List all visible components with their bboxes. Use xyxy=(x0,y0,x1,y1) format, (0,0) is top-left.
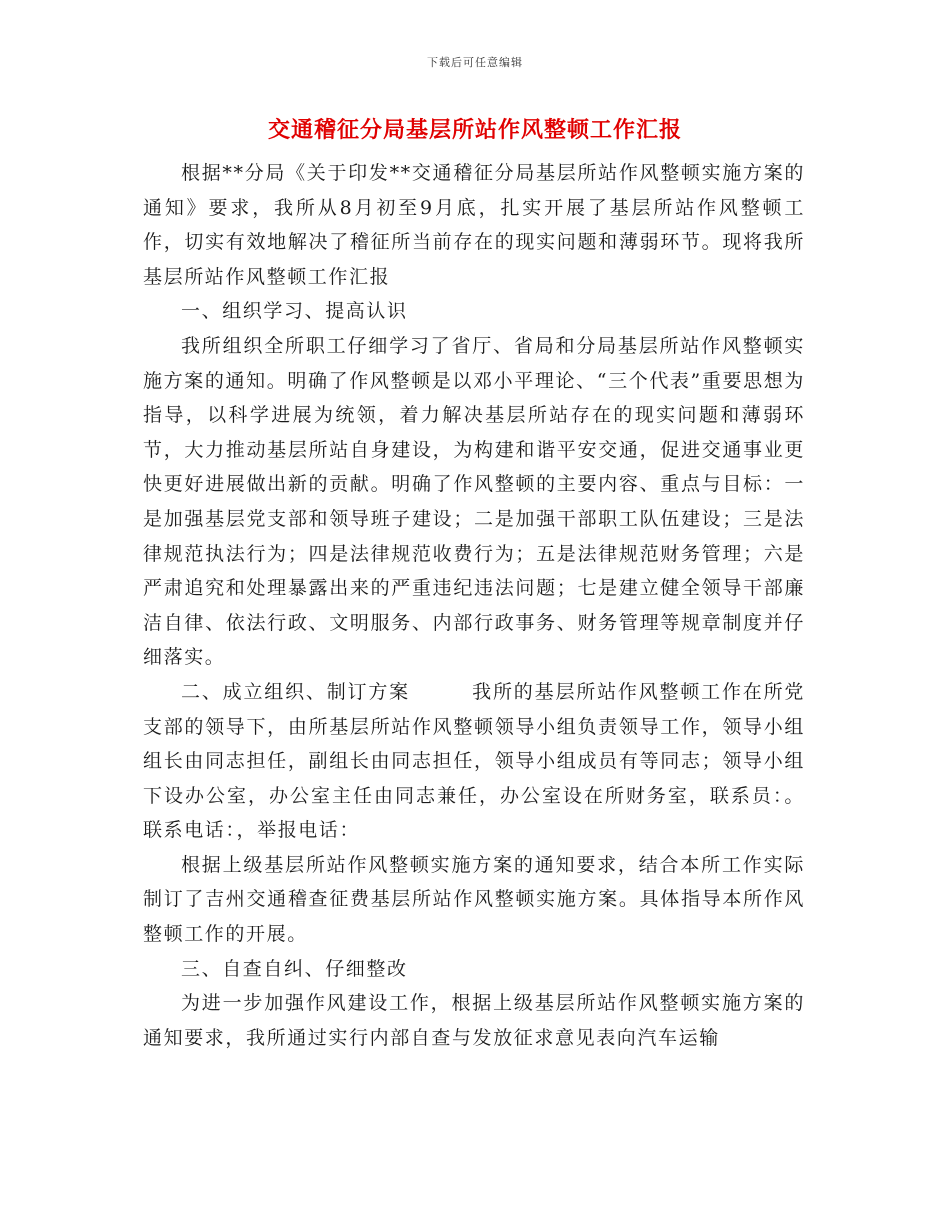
document-title: 交通稽征分局基层所站作风整顿工作汇报 xyxy=(267,117,682,143)
section-2-text: 我所的基层所站作风整顿工作在所党支部的领导下，由所基层所站作风整顿领导小组负责领导工作，领导小组组长由同志担任，副组长由同志担任，领导小组成员有等同志；领导小组下设办公室，办公室主任由同志兼任，办公室设在所财务室，联系员：。联系电话：，举报电话： xyxy=(143,680,805,842)
intro-paragraph: 根据**分局《关于印发**交通稽征分局基层所站作风整顿实施方案的通知》要求，我所从8月初至9月底，扎实开展了基层所站作风整顿工作，切实有效地解决了稽征所当前存在的现实问题和薄弱环节。现将我所基层所站作风整顿工作汇报 xyxy=(143,162,805,288)
document-body xyxy=(143,156,805,1055)
section-2-paragraph xyxy=(143,675,805,848)
section-2-paragraph-2: 根据上级基层所站作风整顿实施方案的通知要求，结合本所工作实际制订了吉州交通稽查征费基层所站作风整顿实施方案。具体指导本所作风整顿工作的开展。 xyxy=(143,853,805,946)
section-3-paragraph: 为进一步加强作风建设工作，根据上级基层所站作风整顿实施方案的通知要求，我所通过实行内部自查与发放征求意见表向汽车运输 xyxy=(143,992,805,1049)
section-3-heading: 三、自查自纠、仔细整改 xyxy=(181,957,408,980)
section-1-heading: 一、组织学习、提高认识 xyxy=(181,300,408,323)
section-2-heading: 二、成立组织、制订方案 xyxy=(181,680,410,703)
section-1-paragraph: 我所组织全所职工仔细学习了省厅、省局和分局基层所站作风整顿实施方案的通知。明确了作风整顿是以邓小平理论、“三个代表”重要思想为指导，以科学进展为统领，着力解决基层所站存在的现实问题和薄弱环节，大力推动基层所站自身建设，为构建和谐平安交通，促进交通事业更快更好进展做出新的贡献。明确了作风整顿的主要内容、重点与目标：一是加强基层党支部和领导班子建设；二是加强干部职工队伍建设；三是法律规范执法行为；四是法律规范收费行为；五是法律规范财务管理；六是严肃追究和处理暴露出来的严重违纪违法问题；七是建立健全领导干部廉洁自律、依法行政、文明服务、内部行政事务、财务管理等规章制度并仔细落实。 xyxy=(143,334,805,669)
page-header-note: 下载后可任意编辑 xyxy=(427,56,523,69)
